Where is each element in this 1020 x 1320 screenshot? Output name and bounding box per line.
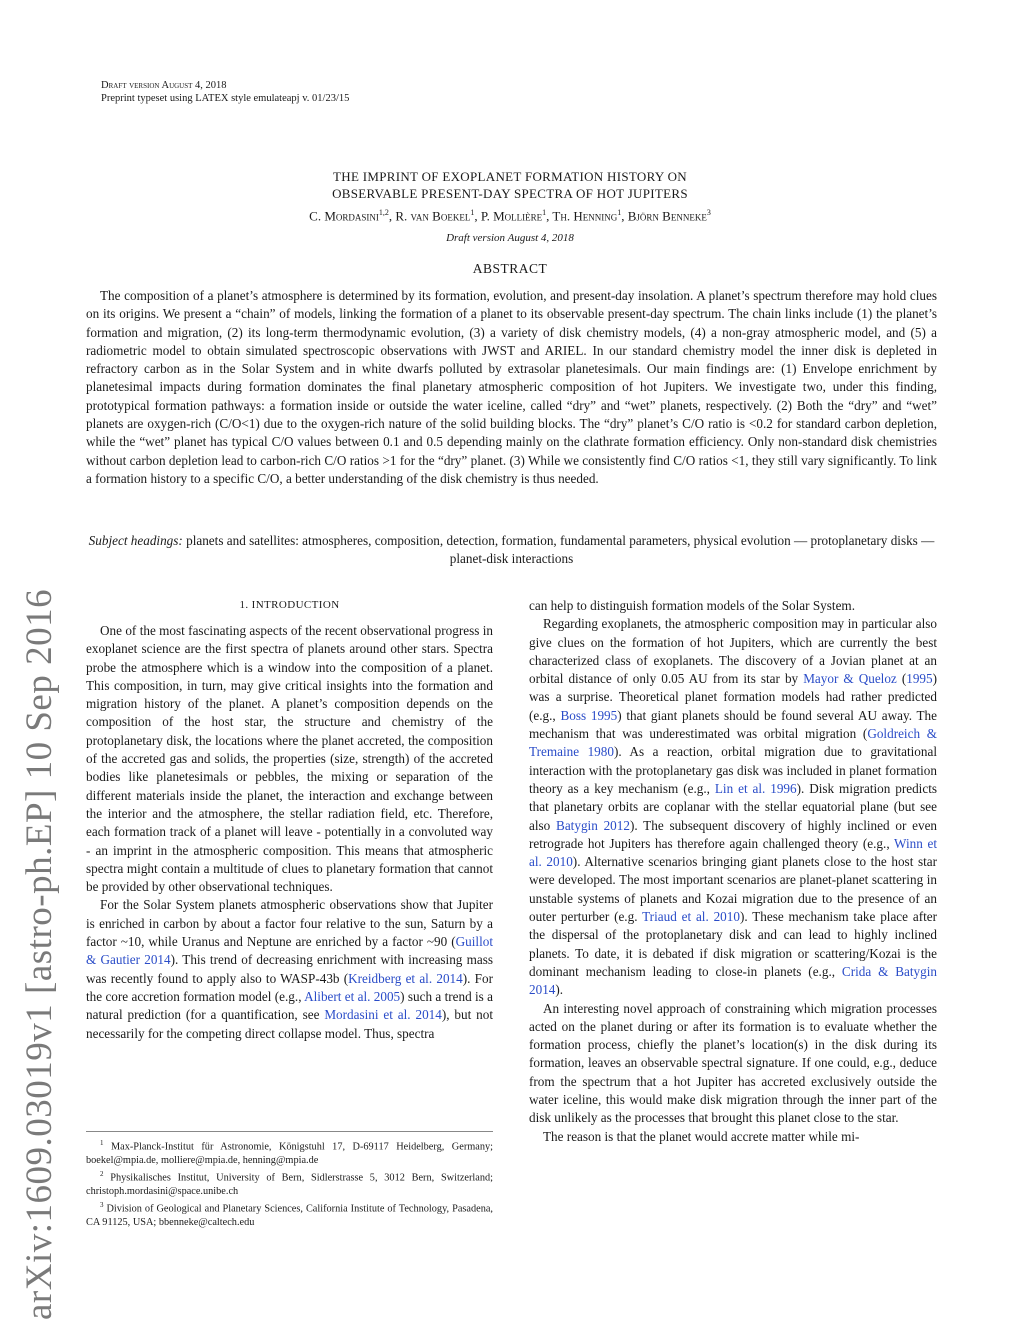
right-column <box>529 597 937 1146</box>
intro-paragraph-2 <box>86 896 493 1042</box>
footnote-2-text: Physikalisches Institut, University of Bern, Sidlerstrasse 5, 3012 Bern, Switzerland; christoph.mordasini@space.unibe.ch <box>86 1172 493 1198</box>
subject-headings-text: planets and satellites: atmospheres, composition, detection, formation, fundamental parameters, physical evolution — protoplanetary disks — planet-disk interactions <box>186 533 935 567</box>
author-3-affil: 1 <box>542 208 547 217</box>
subject-headings-label: Subject headings: <box>88 533 183 548</box>
author-2: R. van Boekel <box>395 208 471 224</box>
text-run: ). Disk migration predicts that planetary orbits are coplanar with the stellar equatorial plane (but see also <box>529 780 937 833</box>
footnote-1 <box>86 1137 493 1168</box>
title-line-2: OBSERVABLE PRESENT-DAY SPECTRA OF HOT JUPITERS <box>332 186 688 201</box>
text-run: ) that giant planets should be found several AU away. The mechanism that was underestimated was orbital migration ( <box>529 707 937 742</box>
footnote-1-text: Max-Planck-Institut für Astronomie, Königstuhl 17, D-69117 Heidelberg, Germany; boekel@mpia.de, molliere@mpia.de, henning@mpia.de <box>86 1141 493 1167</box>
footnote-2 <box>86 1168 493 1199</box>
citation-link[interactable]: Mayor & Queloz <box>803 671 897 687</box>
text-run: ). <box>555 982 564 998</box>
reason-paragraph: The reason is that the planet would accrete matter while mi- <box>543 1128 860 1144</box>
citation-link[interactable]: Boss 1995 <box>560 707 618 723</box>
paper-title <box>100 168 920 202</box>
abstract-text: The composition of a planet’s atmosphere is determined by its formation, evolution, and present-day insolation. A planet’s spectrum therefore may hold clues on its origins. We present a “chain” of models, linking the formation of a planet to its observable present-day spectrum. The chain links include (1) the planet’s formation and migration, (2) its long-term thermodynamic evolution, (3) a variety of disk chemistry models, (4) a non-gray atmospheric model, and (5) a radiometric model to obtain simulated spectroscopic observations with JWST and ARIEL. In our standard chemistry model the inner disk is depleted in refractory carbon as in the Solar System and in white dwarfs polluted by extrasolar planetesimals. Our main findings are: (1) Envelope enrichment by planetesimal impacts during formation dominates the final planetary atmospheric composition of hot Jupiters. We investigate two, under this finding, prototypical formation pathways: a formation inside or outside the water iceline, called “dry” and “wet” planets, respectively. (2) Both the “dry” and “wet” planets are oxygen-rich (C/O<1) due to the oxygen-rich nature of the solid building blocks. The “dry” planet’s C/O ratio is <0.2 for standard carbon depletion, while the “wet” planet has typical C/O values between 0.1 and 0.5 depending mainly on the clathrate formation efficiency. Only non-standard disk chemistries without carbon depletion lead to carbon-rich C/O ratios >1 for the “dry” planet. (3) While we consistently find C/O ratios <1, they still vary significantly. To link a formation history to a specific C/O, a better understanding of the disk chemistry is thus needed. <box>86 288 937 486</box>
draft-version-header: Draft version August 4, 2018 <box>101 80 227 91</box>
citation-link[interactable]: Crida & Batygin 2014 <box>529 963 937 998</box>
text-run: ). These mechanism take place after the dispersal of the protoplanetary disk and can lead to highly inclined planets. To date, it is debated if disk migration or scattering/Kozai is the dominant mechanism leading to close-in planets (e.g., <box>529 909 937 979</box>
citation-link[interactable]: 1995 <box>906 671 933 687</box>
text-run: ). For the core accretion formation model (e.g., <box>86 970 493 1004</box>
author-4: Th. Henning <box>552 208 618 224</box>
exoplanet-paragraph <box>529 615 937 999</box>
section-heading: 1. INTRODUCTION <box>239 599 340 611</box>
arxiv-stamp: arXiv:1609.03019v1 [astro-ph.EP] 10 Sep 2016 <box>19 588 60 1320</box>
citation-link[interactable]: Mordasini et al. 2014 <box>324 1007 442 1023</box>
text-run: ). The subsequent discovery of highly inclined or even retrograde hot Jupiters has therefore again challenged theory (e.g., <box>529 817 938 851</box>
citation-link[interactable]: Batygin 2012 <box>556 817 630 833</box>
author-list: C. Mordasini$^{1,2}$, R. van Boekel$^1$, P. Mollière$^1$, Th. Henning$^1$, Björn Benneke$^3$ <box>309 208 711 224</box>
footnote-3-text: Division of Geological and Planetary Sciences, California Institute of Technology, Pasadena, CA 91125, USA; bbenneke@caltech.edu <box>86 1203 493 1229</box>
author-1: C. Mordasini <box>309 208 379 224</box>
author-2-affil: 1 <box>470 208 475 217</box>
citation-link[interactable]: Triaud et al. 2010 <box>642 909 740 925</box>
text-run: ) such a trend is a natural prediction (for a quantification, see <box>86 988 493 1023</box>
footnote-2-mark: 2 <box>100 1170 104 1179</box>
footnote-3-mark: 3 <box>100 1201 104 1210</box>
citation-link[interactable]: Winn et al. 2010 <box>529 835 937 870</box>
text-run: For the Solar System planets atmospheric observations show that Jupiter is enriched in carbon by about a factor four relative to the sun, Saturn by a factor ~10, while Uranus and Neptune are enriched by a factor ~90 ( <box>86 897 493 950</box>
author-5-affil: 3 <box>706 208 711 217</box>
text-run: Regarding exoplanets, the atmospheric composition may in particular also give clues on the formation of hot Jupiters, which are currently the best characterized class of exoplanets. The discovery of a Jovian planet at an orbital distance of only 0.05 AU from its star by <box>529 616 937 687</box>
citation-link[interactable]: Guillot & Gautier 2014 <box>86 934 493 968</box>
author-1-affil: 1,2 <box>378 208 389 217</box>
author-4-affil: 1 <box>617 208 622 217</box>
running-header <box>101 79 349 105</box>
footnote-1-mark: 1 <box>100 1139 104 1147</box>
text-run: ). This trend of decreasing enrichment with increasing mass was recently found to apply also to WASP-43b ( <box>86 952 493 986</box>
subject-headings <box>86 532 937 569</box>
novel-approach-paragraph: An interesting novel approach of constraining which migration processes acted on the planet during or after its formation is to evaluate whether the formation process, chiefly the planet’s location(s) in the disk during its formation, leaves an observable spectral signature. If one could, e.g., deduce from the spectrum that a hot Jupiter has accreted exclusively outside the water iceline, this would make disk migration through the inner part of the disk unlikely as the processes that brought this planet close to the star. <box>529 1000 937 1126</box>
text-run: ( <box>896 671 907 687</box>
left-column <box>86 622 493 1043</box>
text-run: ), but not necessarily for the competing direct collapse model. Thus, spectra <box>86 1007 493 1041</box>
draft-date: Draft version August 4, 2018 <box>446 232 574 244</box>
intro-paragraph-1: One of the most fascinating aspects of the recent observational progress in exoplanet science are the first spectra of planets around other stars. Spectra probe the atmosphere which is a window into the composition of a planet. This composition, in turn, may give critical insights into the formation and migration history of the planet. A planet’s composition depends on the composition of the host star, the structure and chemistry of the protoplanetary disk, the locations where the planet accreted, the composition of the accreted gas and solids, the properties (size, strength) of the accreted bodies like planetesimals or pebbles, the mixing or separation of the different materials inside the planet, the interaction and exchange between the interior and the atmosphere, the stellar radiation field, etc. Therefore, each formation track of a planet will leave - potentially in a convoluted way - an imprint in the atmospheric composition. This means that atmospheric spectra might contain a multitude of clues to planetary formation that cannot be provided by other observational techniques. <box>86 623 493 895</box>
text-run: ). As a reaction, orbital migration due to gravitational interaction with the protoplanetary gas disk was included in planet formation theory as a key mechanism (e.g., <box>529 744 937 796</box>
footnotes <box>86 1137 493 1230</box>
citation-link[interactable]: Lin et al. 1996 <box>714 780 797 796</box>
abstract-heading: ABSTRACT <box>472 261 548 276</box>
text-run: ). Alternative scenarios bringing giant planets close to the host star were developed. The most important scenarios are planet-planet scattering in unstable systems of planets and Kozai migration due to the presence of an outer perturber (e.g. <box>529 854 937 925</box>
author-3: P. Mollière <box>480 208 543 224</box>
footnote-rule <box>86 1131 493 1132</box>
citation-link[interactable]: Kreidberg et al. 2014 <box>348 970 463 986</box>
citation-link[interactable]: Goldreich & Tremaine 1980 <box>529 726 937 760</box>
abstract-body <box>86 287 937 488</box>
title-line-1: THE IMPRINT OF EXOPLANET FORMATION HISTORY ON <box>333 169 687 184</box>
footnote-3 <box>86 1199 493 1230</box>
author-5: Björn Benneke <box>627 208 707 224</box>
citation-link[interactable]: Alibert et al. 2005 <box>304 988 401 1004</box>
preprint-note: Preprint typeset using LATEX style emulateapj v. 01/23/15 <box>101 93 350 104</box>
continued-paragraph: can help to distinguish formation models of the Solar System. <box>529 598 855 613</box>
text-run: ) was a surprise. Theoretical planet formation models had rather predicted (e.g., <box>529 671 938 723</box>
